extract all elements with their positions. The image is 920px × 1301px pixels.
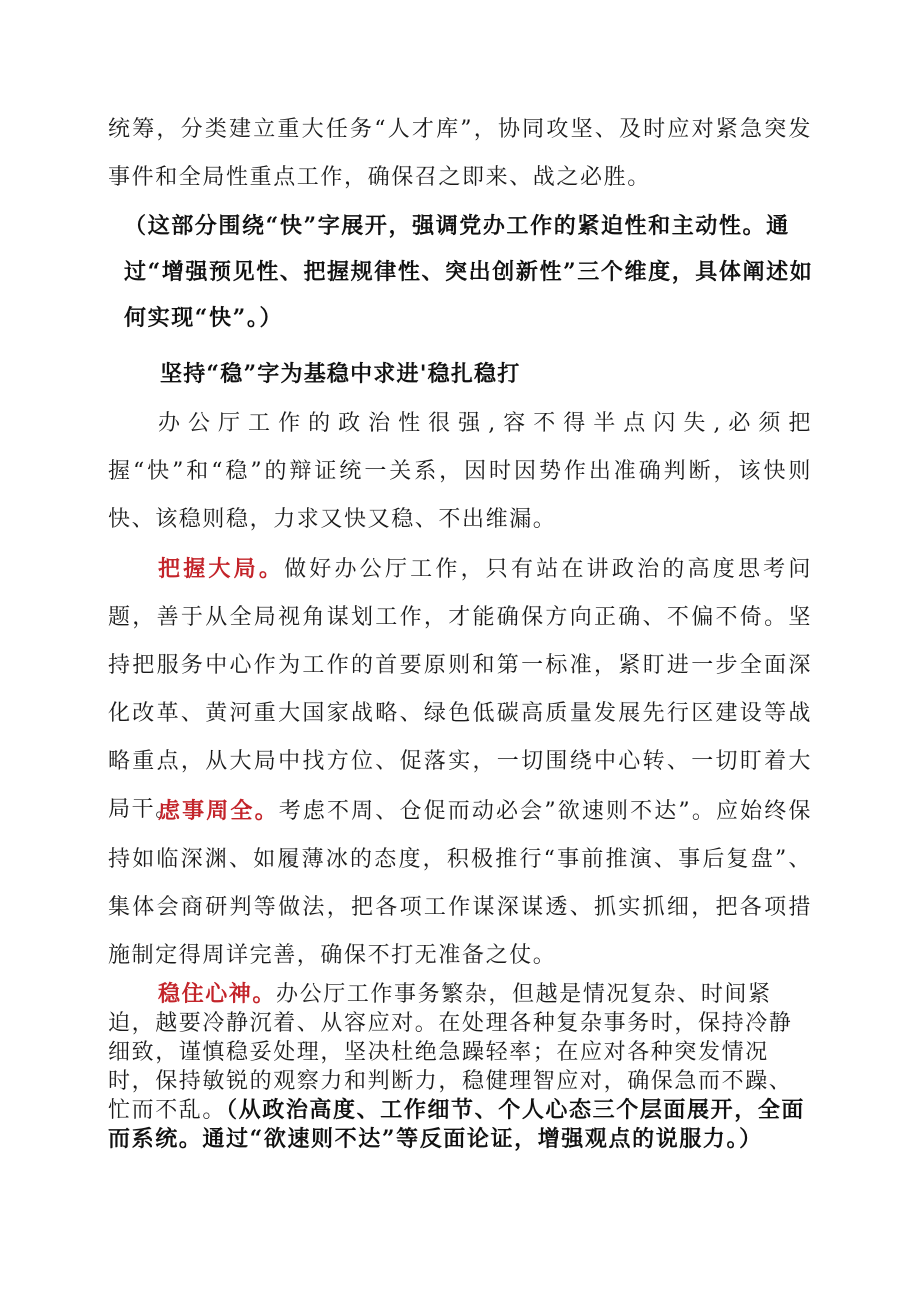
lead-phrase: 虑事周全。 [158, 798, 279, 824]
paragraph-think-thoroughly [108, 787, 812, 980]
section-heading-steady: 坚持“稳”字为基稳中求进'稳扎稳打 [160, 361, 521, 387]
paragraph-stay-calm [108, 980, 812, 1154]
paragraph-text: 考虑不周、仓促而动必会”欲速则不达”。应始终保持如临深渊、如履薄冰的态度，积极推行“事前推演、事后复盘”、集体会商研判等做法，把各项工作谋深谋透、抓实抓细，把各项措施制定得周详完善，确保不打无准备之仗。 [108, 799, 812, 968]
editor-note-fast: （这部分围绕“快”字展开，强调党办工作的紧迫性和主动性。通过“增强预见性、把握规律性、突出创新性”三个维度，具体阐述如何实现“快”。） [124, 213, 814, 331]
editor-note-steady: （从政治高度、工作细节、个人心态三个层面展开，全面而系统。通过“欲速则不达”等反面论证，增强观点的说服力。） [108, 1097, 806, 1152]
paragraph-text: 办公厅工作事务繁杂，但越是情况复杂、时间紧迫，越要冷静沉着、从容应对。在处理各种复杂事务时，保持冷静细致，谨慎稳妥处理，坚决杜绝急躁轻率；在应对各种突发情况时，保持敏锐的观察力和判断力，稳健理智应对，确保急而不躁、忙而不乱。 [108, 982, 793, 1123]
paragraph-steady-intro: 办公厅工作的政治性很强,容不得半点闪失,必须把握“快”和“稳”的辩证统一关系，因时因势作出准确判断，该快则快、该稳则稳，力求又快又稳、不出维漏。 [108, 411, 812, 532]
lead-phrase: 稳住心神。 [158, 981, 277, 1007]
paragraph-text: 做好办公厅工作，只有站在讲政治的高度思考问题，善于从全局视角谋划工作，才能确保方向正确、不偏不倚。坚持把服务中心作为工作的首要原则和第一标准，紧盯进一步全面深化改革、黄河重大国家战略、绿色低碳高质量发展先行区建设等战略重点，从大局中找方位、促落实，一切围绕中心转、一切盯着大局干。 [108, 557, 812, 822]
paragraph-continuation: 统筹，分类建立重大任务“人才库”，协同攻坚、及时应对紧急突发事件和全局性重点工作，确保召之即来、战之必胜。 [108, 117, 812, 190]
lead-phrase: 把握大局。 [158, 556, 285, 582]
